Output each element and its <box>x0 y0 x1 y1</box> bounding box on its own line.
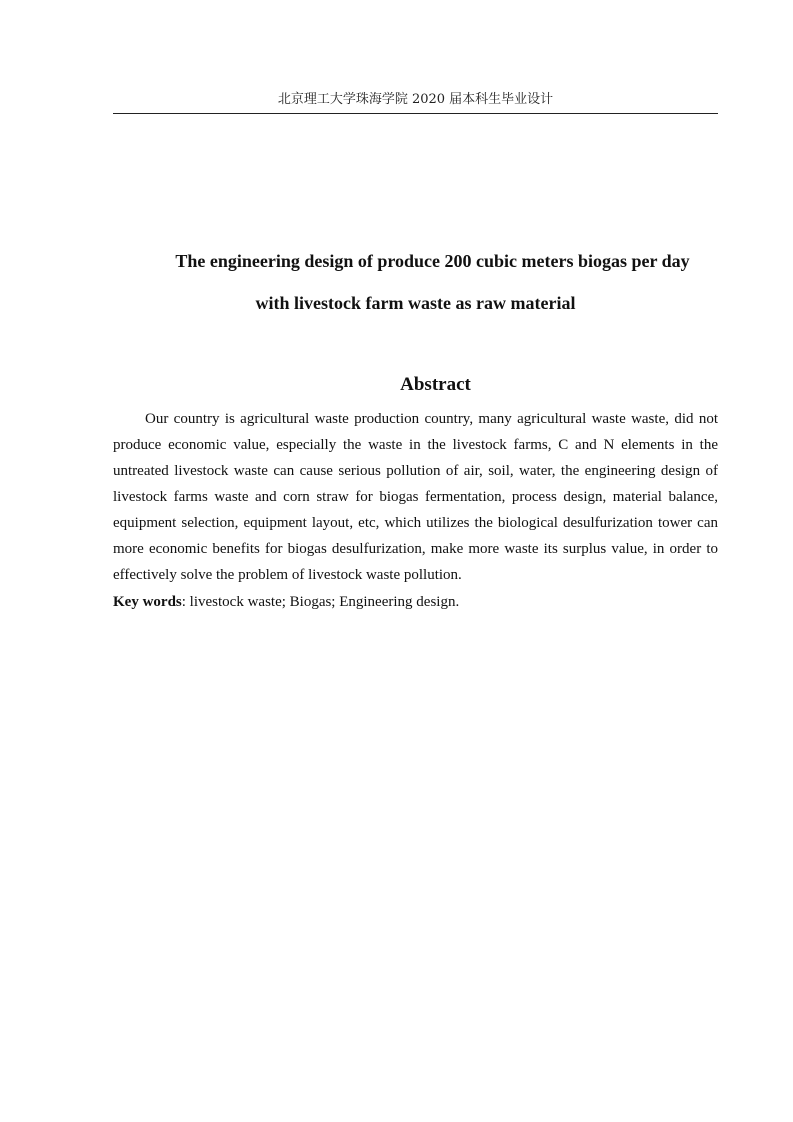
header-divider <box>113 113 718 114</box>
paper-title-line-2: with livestock farm waste as raw material <box>255 293 576 313</box>
paper-title-line-1: The engineering design of produce 200 cubic meters biogas per day <box>175 251 690 271</box>
running-header: 北京理工大学珠海学院 2020 届本科生毕业设计 <box>277 92 554 107</box>
abstract-paragraph: Our country is agricultural waste production country, many agricultural waste waste, did not produce economic value, especially the waste in the livestock farms, C and N elements in the untreated livestock waste can cause serious pollution of air, soil, water, the engineering design of livestock farms waste and corn straw for biogas fermentation, process design, material balance, equipment selection, equipment layout, etc, which utilizes the biological desulfurization tower can more economic benefits for biogas desulfurization, make more waste its surplus value, in order to effectively solve the problem of livestock waste pollution. <box>113 411 718 583</box>
abstract-heading: Abstract <box>400 374 471 395</box>
keywords-value: : livestock waste; Biogas; Engineering design. <box>181 594 460 610</box>
keywords-label: Key words <box>113 594 182 610</box>
keywords-line <box>113 589 718 615</box>
